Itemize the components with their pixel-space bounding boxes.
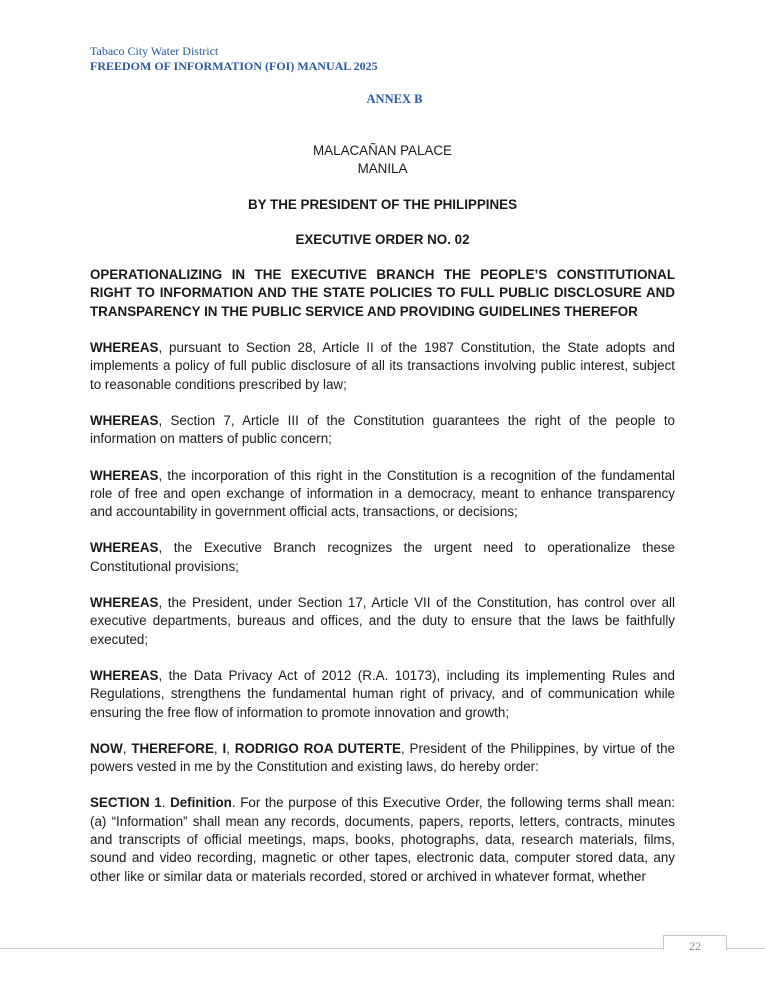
section-1-paragraph <box>90 794 675 885</box>
whereas-text: , pursuant to Section 28, Article II of the 1987 Constitution, the State adopts and implements a policy of full public disclosure of all its transactions involving public interest, subject to reasonable conditions prescribed by law; <box>90 340 675 392</box>
place-line-2: MANILA <box>357 161 408 177</box>
whereas-text: , the President, under Section 17, Article VII of the Constitution, has control over all executive departments, bureaus and offices, and the duty to ensure that the laws be faithfully executed; <box>90 595 675 647</box>
executive-order-number: EXECUTIVE ORDER NO. 02 <box>295 231 470 247</box>
section-label: SECTION 1 <box>90 795 162 811</box>
president-name: RODRIGO ROA DUTERTE <box>234 740 401 756</box>
annex-label: ANNEX B <box>366 92 423 106</box>
whereas-paragraph-6 <box>90 667 675 722</box>
place-line-1: MALACAÑAN PALACE <box>313 143 452 158</box>
section-dot: . <box>161 795 171 811</box>
whereas-text: , the incorporation of this right in the Constitution is a recognition of the fundamental role of free and open exchange of information in a democracy, meant to enhance transparency and accountability in government official acts, transactions, or decisions; <box>90 467 675 520</box>
whereas-text: , Section 7, Article III of the Constitution guarantees the right of the people to information on matters of public concern; <box>90 412 675 447</box>
whereas-paragraph-4 <box>90 539 675 576</box>
whereas-lead: WHEREAS <box>90 595 159 611</box>
header-manual-title: FREEDOM OF INFORMATION (FOI) MANUAL 2025 <box>90 59 378 73</box>
whereas-lead: WHEREAS <box>90 340 159 356</box>
annex-label-container <box>0 90 765 108</box>
document-body <box>90 142 675 886</box>
page-number: 22 <box>689 939 701 953</box>
i-word: I <box>222 740 227 756</box>
whereas-text: , the Data Privacy Act of 2012 (R.A. 10173), including its implementing Rules and Regulations, strengthens the fundamental human right of privacy, and of communication while ensuring the free flow of information to promote innovation and growth; <box>90 667 675 720</box>
i-comma: , <box>226 740 235 756</box>
now-comma: , <box>122 740 132 756</box>
section-heading: Definition <box>170 795 232 811</box>
whereas-lead: WHEREAS <box>90 412 159 428</box>
therefore-word: THEREFORE <box>131 740 214 756</box>
now-therefore-paragraph <box>90 740 675 777</box>
header-organization: Tabaco City Water District <box>90 44 219 58</box>
therefore-comma: , <box>213 740 223 756</box>
whereas-lead: WHEREAS <box>90 540 159 556</box>
whereas-paragraph-5 <box>90 594 675 649</box>
now-text: , President of the Philippines, by virtue of the powers vested in me by the Constitution and existing laws, do hereby order: <box>90 740 675 775</box>
whereas-text: , the Executive Branch recognizes the urgent need to operationalize these Constitutional provisions; <box>90 540 675 574</box>
whereas-paragraph-1 <box>90 339 675 394</box>
page-header <box>90 44 378 74</box>
whereas-lead: WHEREAS <box>90 667 159 683</box>
now-word: NOW <box>90 740 123 756</box>
section-text: . For the purpose of this Executive Order, the following terms shall mean: (a) “Information” shall mean any records, documents, papers, reports, letters, contracts, minutes and transcripts of official meetings, maps, books, photographs, data, research materials, films, sound and video recording, magnetic or other tapes, electronic data, computer stored data, any other like or similar data or materials recorded, stored or archived in whatever format, whether <box>90 795 675 884</box>
order-title <box>90 266 675 321</box>
order-title-text: OPERATIONALIZING IN THE EXECUTIVE BRANCH THE PEOPLE’S CONSTITUTIONAL RIGHT TO INFORMATION AND THE STATE POLICIES TO FULL PUBLIC DISCLOSURE AND TRANSPARENCY IN THE PUBLIC SERVICE AND PROVIDING GUIDELINES THEREFOR <box>90 267 675 319</box>
whereas-paragraph-3 <box>90 467 675 522</box>
by-president-heading: BY THE PRESIDENT OF THE PHILIPPINES <box>247 196 518 212</box>
whereas-lead: WHEREAS <box>90 467 159 483</box>
whereas-paragraph-2 <box>90 412 675 449</box>
footer-divider <box>0 948 765 949</box>
